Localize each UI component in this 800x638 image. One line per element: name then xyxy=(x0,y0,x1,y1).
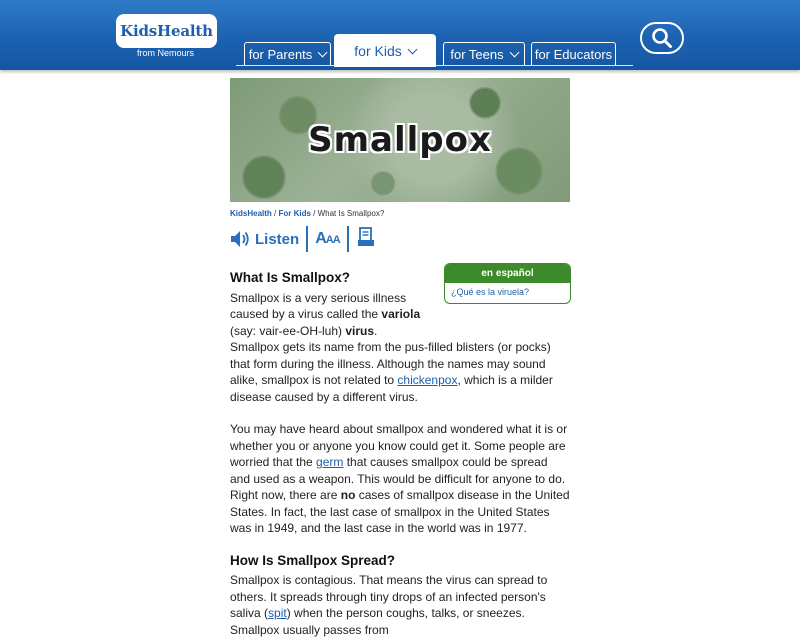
tab-for-kids[interactable] xyxy=(334,34,436,67)
tool-separator xyxy=(347,226,349,252)
listen-button[interactable] xyxy=(230,230,299,248)
breadcrumb xyxy=(230,209,384,218)
kidshealth-logo[interactable] xyxy=(116,14,217,48)
banner-title: Smallpox xyxy=(308,120,492,160)
paragraph: Smallpox is a very serious illness caused by a virus called the variola (say: vair-ee-OH-luh) virus. Smallpox gets its name from the pus-filled blisters (or pocks) that form during the illness. Although the names may sound alike, smallpox is not related to chickenpox, which is a milder disease caused by a different virus. xyxy=(230,290,553,404)
article-tools xyxy=(230,226,376,252)
article-body xyxy=(230,270,570,638)
breadcrumb-separator: / xyxy=(310,209,318,218)
spit-link[interactable]: spit xyxy=(268,606,287,620)
article-banner xyxy=(230,78,570,202)
logo-text: KidsHealth xyxy=(120,22,213,40)
print-icon xyxy=(356,227,376,247)
breadcrumb-separator: / xyxy=(271,209,279,218)
tab-label: for Educators xyxy=(534,47,613,62)
text-size-button[interactable]: AAA xyxy=(315,230,340,247)
logo-subtitle: from Nemours xyxy=(137,48,195,58)
site-header xyxy=(0,0,800,70)
speaker-icon xyxy=(230,230,250,248)
tab-label: for Parents xyxy=(248,47,313,62)
germ-link[interactable]: germ xyxy=(316,455,344,469)
search-button[interactable] xyxy=(640,22,684,54)
breadcrumb-kidshealth[interactable]: KidsHealth xyxy=(230,209,272,218)
breadcrumb-for-kids[interactable]: For Kids xyxy=(278,209,311,218)
tab-label: for Teens xyxy=(450,47,504,62)
chickenpox-link[interactable]: chickenpox xyxy=(397,373,458,387)
breadcrumb-current: What Is Smallpox? xyxy=(317,209,385,218)
chevron-down-icon xyxy=(407,44,417,54)
tab-for-teens[interactable] xyxy=(443,42,525,66)
paragraph: Smallpox is contagious. That means the virus can spread to others. It spreads through tiny drops of an infected person's saliva (spit) when the person coughs, talks, or sneezes. Smallpox usually passes from xyxy=(230,573,548,637)
tool-separator xyxy=(306,226,308,252)
tab-for-parents[interactable] xyxy=(244,42,331,66)
listen-label: Listen xyxy=(255,230,300,248)
spanish-article-link[interactable]: ¿Qué es la viruela? xyxy=(451,287,530,297)
print-button[interactable] xyxy=(356,227,376,252)
section-heading-what-is: What Is Smallpox? xyxy=(230,270,351,285)
tab-for-educators[interactable] xyxy=(531,42,616,66)
paragraph: You may have heard about smallpox and wondered what it is or whether you or anyone you know could get it. Some people are worried that the germ that causes smallpox could be spread and used as a weapon. This would be difficult for anyone to do. Right now, there are no cases of smallpox disease in the United States. In fact, the last case of smallpox in the United States was in 1949, and the last case in the world was in 1977. xyxy=(230,422,570,535)
spanish-box-heading: en español xyxy=(445,264,570,283)
tab-label: for Kids xyxy=(354,43,402,59)
chevron-down-icon xyxy=(318,48,328,58)
chevron-down-icon xyxy=(509,48,519,58)
section-heading-how-spread: How Is Smallpox Spread? xyxy=(230,552,396,568)
search-icon xyxy=(651,27,673,49)
